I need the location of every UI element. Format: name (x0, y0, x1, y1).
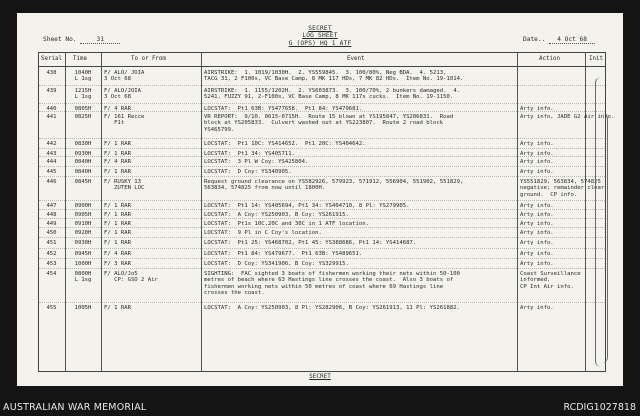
row-divider (39, 248, 605, 249)
action-cell: Arty info. (520, 141, 554, 147)
serial-cell: 444 (46, 159, 57, 165)
time-cell: 1005H (74, 305, 92, 311)
row-divider (39, 156, 605, 157)
serial-cell: 446 (46, 179, 57, 185)
archive-credit: AUSTRALIAN WAR MEMORIAL (3, 402, 147, 413)
action-cell: Arty info. (520, 230, 554, 236)
from-cell: F/ 1 RAR (104, 169, 131, 175)
event-cell: LOCSTAT: Pt1 14: YS405694, Pt1 34: YS404710, 8 Pl: YS279905. (204, 203, 410, 209)
serial-cell: 452 (46, 251, 57, 257)
table-body (39, 67, 615, 371)
event-cell: Request ground clearance on YS582926, 579923, 571912, 556904, 551902, 551829, 563834, 574825 from now until 1800H. (204, 179, 464, 192)
action-cell: Arty info. (520, 221, 554, 227)
col-header-init: Init (589, 56, 603, 62)
row-divider (39, 237, 605, 238)
action-cell: Arty info. (520, 106, 554, 112)
row-divider (39, 85, 605, 86)
log-table (38, 52, 615, 372)
action-cell: YS551829, 563834, 574825 negative; remainder clear ground. CP info. (520, 179, 605, 198)
col-header-from: To or From (131, 56, 166, 62)
initials-bracket (599, 113, 608, 363)
sheet-number-label: Sheet No. (43, 36, 77, 43)
serial-cell: 440 (46, 106, 57, 112)
event-cell: LOCSTAT: D Coy: YS341906, B Coy: YS329915. (204, 261, 349, 267)
from-cell: F/ 1 RAR (104, 203, 131, 209)
row-divider (39, 209, 605, 210)
time-cell: 0920H (74, 230, 92, 236)
event-cell: LOCSTAT: A Coy: YS250903, 8 Pl: YS282906, B Coy: YS261913, 11 Pl: YS261882. (204, 305, 460, 311)
row-divider (39, 227, 605, 228)
time-cell: 0910H (74, 221, 92, 227)
serial-cell: 445 (46, 169, 57, 175)
action-cell: Arty info. (520, 261, 554, 267)
row-divider (39, 111, 605, 112)
time-cell: 0800H L 1sg (74, 271, 92, 284)
event-cell: LOCSTAT: Pt1 84: YS479677. Pt1 63B: YS489651. (204, 251, 363, 257)
row-divider (39, 218, 605, 219)
event-cell: LOCSTAT: Pt1 63B: YS477658. Pt1 84: YS479681. (204, 106, 363, 112)
row-divider (39, 302, 605, 303)
action-cell: Arty info. (520, 159, 554, 165)
time-cell: 0900H (74, 203, 92, 209)
time-cell: 1000H (74, 261, 92, 267)
event-cell: LOCSTAT: 9 Pl in C Coy's location. (204, 230, 322, 236)
action-cell: Arty info. (520, 212, 554, 218)
serial-cell: 449 (46, 221, 57, 227)
col-header-action: Action (539, 56, 560, 62)
sheet-date: Date.. 4 Oct 68 (523, 36, 595, 44)
time-cell: 0840H (74, 169, 92, 175)
from-cell: F/ ALO/Jo5 CP: GSO 2 Air (104, 271, 158, 284)
row-divider (39, 258, 605, 259)
action-cell: Arty info, JADE G2 Air info. (520, 114, 615, 120)
log-sheet-page (17, 13, 623, 386)
serial-cell: 455 (46, 305, 57, 311)
from-cell: F/ 1 RAR (104, 221, 131, 227)
from-cell: F/ 161 Recce F1t (104, 114, 145, 127)
event-cell: LOCSTAT: Pt1 10C: YS414652. Pt1 20C: YS404642. (204, 141, 366, 147)
event-cell: LOCSTAT: D Coy: YS340905. (204, 169, 292, 175)
from-cell: F/ ALO/JOIA 3 Oct 68 (104, 88, 142, 101)
row-divider (39, 176, 605, 177)
table-header (39, 53, 605, 67)
action-cell: Arty info. (520, 305, 554, 311)
time-cell: 0840H (74, 159, 92, 165)
action-cell: Coast Surveillance informed. CP Int Air info. (520, 271, 581, 290)
time-cell: 0845H (74, 179, 92, 185)
from-cell: F/ ALO/ JOIA 3 Oct 68 (104, 70, 145, 83)
event-cell: LOCSTAT: Pt1 25: YS468702, Pt1 45: YS388686, Pt1 14: YS414687. (204, 240, 417, 246)
from-cell: F/ 3 RAR (104, 261, 131, 267)
event-cell: LOCSTAT: Pt1s 10C,20C and 30C in 1 ATF location. (204, 221, 370, 227)
row-divider (39, 138, 605, 139)
serial-cell: 438 (46, 70, 57, 76)
event-cell: SIGHTING: FAC sighted 3 boats of fishermen working their nets within 50-100 metres of beach where 63 Hastings line crosses the coast. Also 3 boats of fishermen working nets within 50 metres of coast where 69 Hastings line crosses the coast. (204, 271, 460, 297)
serial-cell: 451 (46, 240, 57, 246)
time-cell: 0830H (74, 141, 92, 147)
from-cell: F/ 4 RAR (104, 251, 131, 257)
from-cell: F/ RUSKY 13 ZUTEN LOC (104, 179, 145, 192)
sheet-number-value: 31 (80, 36, 120, 44)
serial-cell: 454 (46, 271, 57, 277)
classification-top: SECRET (308, 25, 332, 32)
time-cell: 0930H (74, 151, 92, 157)
event-cell: LOCSTAT: Pt1 34: YS405711. (204, 151, 295, 157)
from-cell: F/ 4 RAR (104, 106, 131, 112)
from-cell: F/ 1 RAR (104, 240, 131, 246)
time-cell: 1215H L 1sg (74, 88, 92, 101)
from-cell: F/ 1 RAR (104, 141, 131, 147)
col-header-serial: Serial (41, 56, 62, 62)
serial-cell: 448 (46, 212, 57, 218)
date-label: Date (523, 36, 538, 43)
serial-cell: 443 (46, 151, 57, 157)
row-divider (39, 166, 605, 167)
event-cell: AIRSTRIKE: 1. 1155/1202H. 2. YS603873. 3. 100/70%, 2 bunkers damaged. 4. 5241, FUZZY 91, 2-F100s, VC Base Camp, 8 MK 117s cucks. Item No. 19-1150. (204, 88, 460, 101)
unit-name: G (OPS) HQ 1 ATF (288, 39, 352, 47)
time-cell: 0825H (74, 114, 92, 120)
from-cell: F/ 1 RAR (104, 230, 131, 236)
row-divider (39, 268, 605, 269)
time-cell: 0905H (74, 212, 92, 218)
action-cell: Arty info. (520, 251, 554, 257)
event-cell: LOCSTAT: 3 Pl W Coy: YS425804. (204, 159, 309, 165)
serial-cell: 450 (46, 230, 57, 236)
from-cell: F/ 1 RAR (104, 151, 131, 157)
serial-cell: 441 (46, 114, 57, 120)
from-cell: F/ 1 RAR (104, 212, 131, 218)
action-cell: Arty info. (520, 169, 554, 175)
serial-cell: 447 (46, 203, 57, 209)
sheet-number (43, 36, 120, 44)
archive-reference: RCDIG1027818 (563, 402, 636, 413)
from-cell: F/ 1 RAR (104, 305, 131, 311)
col-header-event: Event (347, 56, 365, 62)
event-cell: LOCSTAT: A Coy: YS250903, B Coy: YS261915. (204, 212, 349, 218)
action-cell: Arty info. (520, 151, 554, 157)
time-cell: 0805H (74, 106, 92, 112)
row-divider (39, 200, 605, 201)
sheet-title: LOG SHEET (302, 32, 338, 40)
action-cell: Arty info. (520, 240, 554, 246)
time-cell: 0930H (74, 240, 92, 246)
from-cell: F/ 4 RAR (104, 159, 131, 165)
event-cell: AIRSTRIKE: 1. 1019/1030H. 2. YS559845. 3. 100/80%, Neg BDA. 4. 5213, TACG 31, 2 F100s, VC Base Camp, 8 MK 117 HDs, 7 MK 82 HDs. Item No. 19-1014. (204, 70, 464, 83)
serial-cell: 442 (46, 141, 57, 147)
event-cell: VR REPORT: 9/10. 0615-0715H. Route 15 blown at YS195847, YS206831. Road block at YS205833. Culvert washed out at YS223807. Route 2 road block YS465799. (204, 114, 454, 133)
row-divider (39, 103, 605, 104)
classification-bottom: SECRET (309, 373, 331, 380)
col-header-time: Time (73, 56, 87, 62)
action-cell: Arty info. (520, 203, 554, 209)
row-divider (39, 148, 605, 149)
serial-cell: 439 (46, 88, 57, 94)
time-cell: 0945H (74, 251, 92, 257)
serial-cell: 453 (46, 261, 57, 267)
time-cell: 1040H L 1sg (74, 70, 92, 83)
date-value: 4 Oct 68 (549, 36, 595, 44)
